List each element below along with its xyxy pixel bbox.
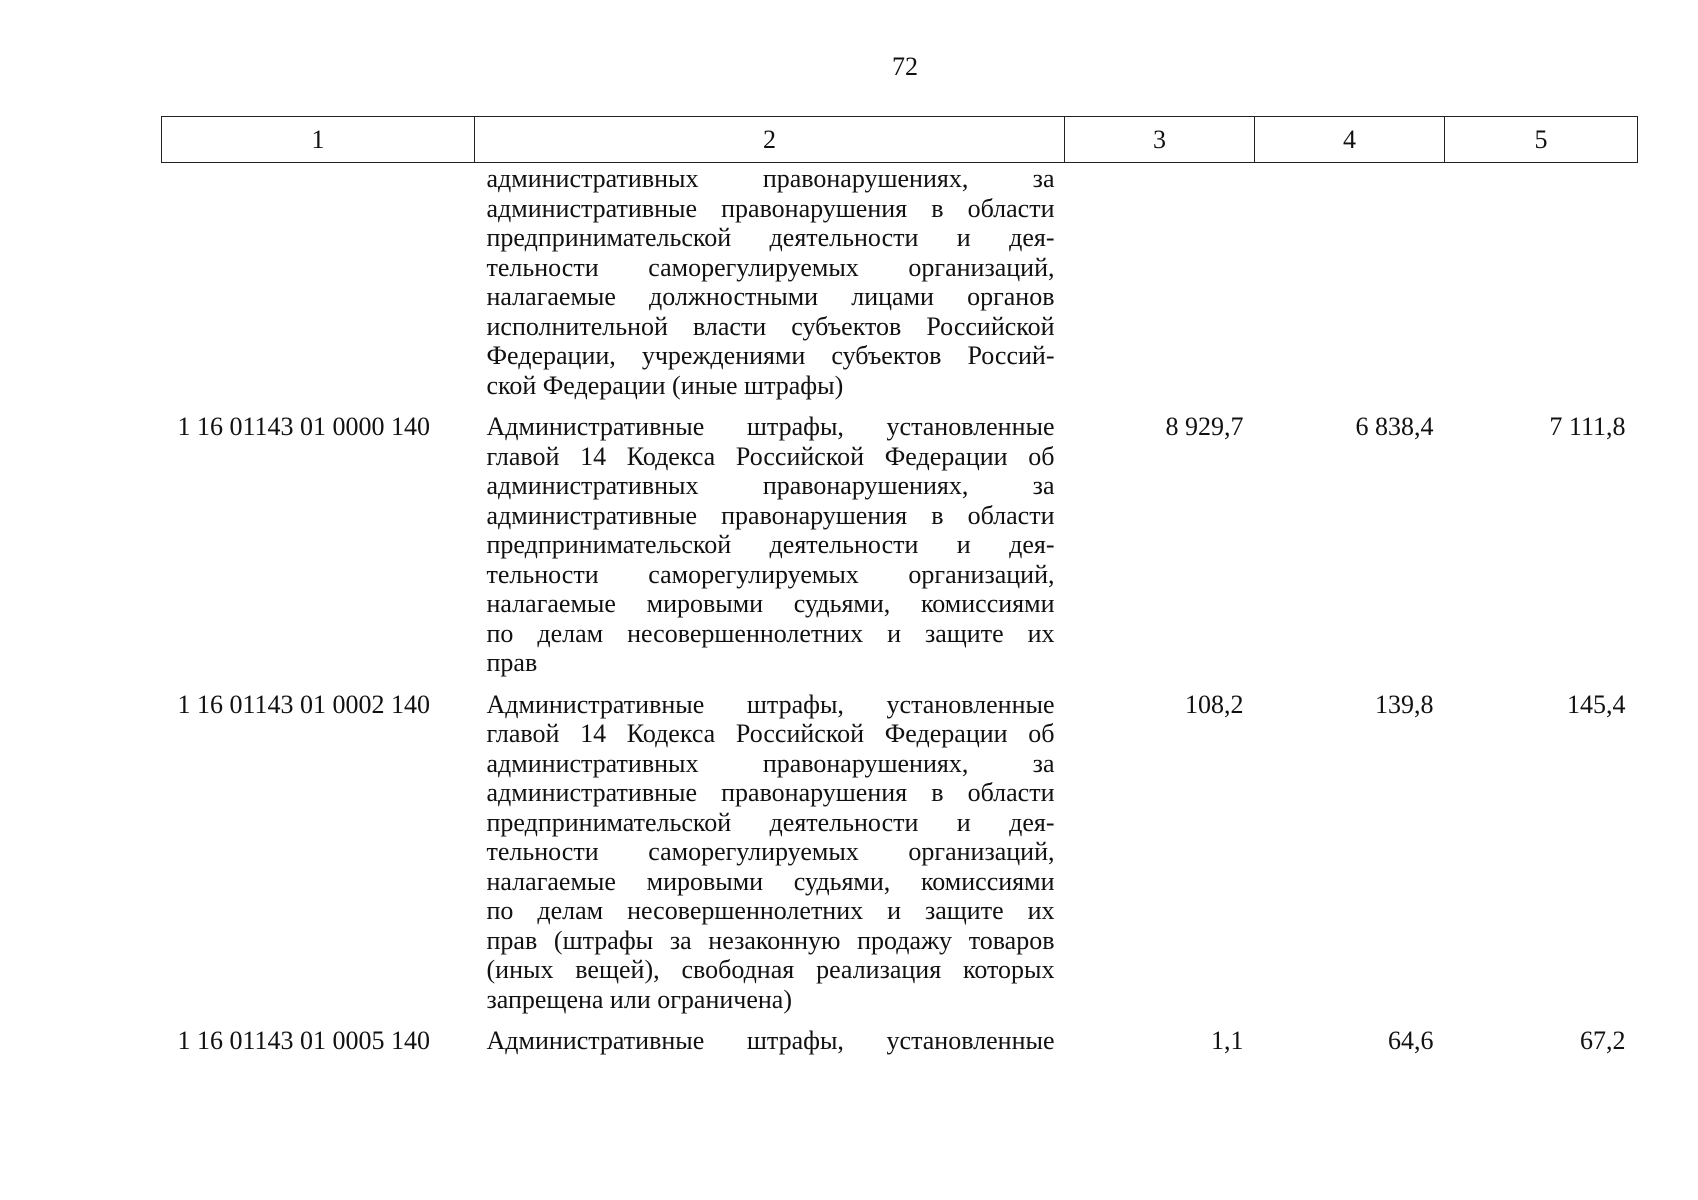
row-code: 1 16 01143 01 0002 140 xyxy=(177,689,431,719)
description-line: Административные штрафы, установленные xyxy=(486,689,1055,719)
description-line: налагаемые мировыми судьями, комиссиями xyxy=(486,866,1055,896)
row-value-col4: 6 838,4 xyxy=(1355,412,1434,441)
description-line: главой 14 Кодекса Российской Федерации об xyxy=(486,719,1055,748)
description-line: тельности саморегулируемых организаций, xyxy=(486,252,1055,282)
table-row xyxy=(162,163,1638,401)
description-line: административные правонарушения в области xyxy=(486,193,1055,223)
description-line: административные правонарушения в области xyxy=(486,500,1055,530)
row-value-col3: 1,1 xyxy=(1211,1026,1244,1055)
description-line: административных правонарушениях, за xyxy=(486,748,1055,778)
row-value-col4: 64,6 xyxy=(1388,1026,1434,1055)
description-line: исполнительной власти субъектов Российской xyxy=(486,311,1055,341)
column-header-1: 1 xyxy=(162,117,475,163)
table-row xyxy=(162,1014,1638,1056)
row-code xyxy=(162,163,475,401)
row-description xyxy=(475,400,1065,678)
description-line: по делам несовершеннолетних и защите их xyxy=(486,896,1055,925)
page-number: 72 xyxy=(892,52,918,81)
description-line: административных правонарушениях, за xyxy=(486,164,1055,193)
column-header-4: 4 xyxy=(1255,117,1445,163)
description-line: налагаемые должностными лицами органов xyxy=(486,282,1055,311)
row-value-col5: 67,2 xyxy=(1580,1026,1626,1055)
description-line: предпринимательской деятельности и дея- xyxy=(486,223,1055,252)
description-line: административные правонарушения в области xyxy=(486,778,1055,807)
budget-table xyxy=(161,116,1638,1056)
row-code: 1 16 01143 01 0005 140 xyxy=(177,1026,431,1055)
row-value-col4 xyxy=(1255,163,1445,401)
column-header-3: 3 xyxy=(1065,117,1255,163)
description-line: прав xyxy=(486,648,538,677)
description-line: тельности саморегулируемых организаций, xyxy=(486,559,1055,589)
column-header-5: 5 xyxy=(1445,117,1638,163)
row-value-col3: 108,2 xyxy=(1185,689,1244,719)
description-line: налагаемые мировыми судьями, комиссиями xyxy=(486,589,1055,618)
description-line: главой 14 Кодекса Российской Федерации об xyxy=(486,441,1055,471)
table-row xyxy=(162,400,1638,678)
row-description xyxy=(475,1014,1065,1056)
description-line: предпринимательской деятельности и дея- xyxy=(486,530,1055,559)
row-description xyxy=(475,163,1065,401)
description-line: Административные штрафы, установленные xyxy=(486,412,1055,441)
description-line: Административные штрафы, установленные xyxy=(486,1026,1055,1055)
row-value-col5: 145,4 xyxy=(1567,689,1626,719)
description-line: запрещена или ограничена) xyxy=(486,984,792,1014)
description-line: тельности саморегулируемых организаций, xyxy=(486,837,1055,866)
column-header-2: 2 xyxy=(475,117,1065,163)
row-value-col3: 8 929,7 xyxy=(1165,412,1244,441)
description-line: (иных вещей), свободная реализация которых xyxy=(486,955,1055,984)
row-value-col3 xyxy=(1065,163,1255,401)
description-line: прав (штрафы за незаконную продажу товаров xyxy=(486,925,1055,955)
row-description xyxy=(475,678,1065,1015)
row-value-col5 xyxy=(1445,163,1638,401)
description-line: предпринимательской деятельности и дея- xyxy=(486,807,1055,837)
table-row xyxy=(162,678,1638,1015)
description-line: Федерации, учреждениями субъектов Россий- xyxy=(486,341,1055,370)
description-line: по делам несовершеннолетних и защите их xyxy=(486,618,1055,648)
description-line: ской Федерации (иные штрафы) xyxy=(486,370,844,400)
description-line: административных правонарушениях, за xyxy=(486,471,1055,500)
row-value-col5: 7 111,8 xyxy=(1549,412,1626,441)
table-header-row xyxy=(162,117,1638,163)
row-value-col4: 139,8 xyxy=(1375,689,1434,719)
row-code: 1 16 01143 01 0000 140 xyxy=(177,412,431,441)
